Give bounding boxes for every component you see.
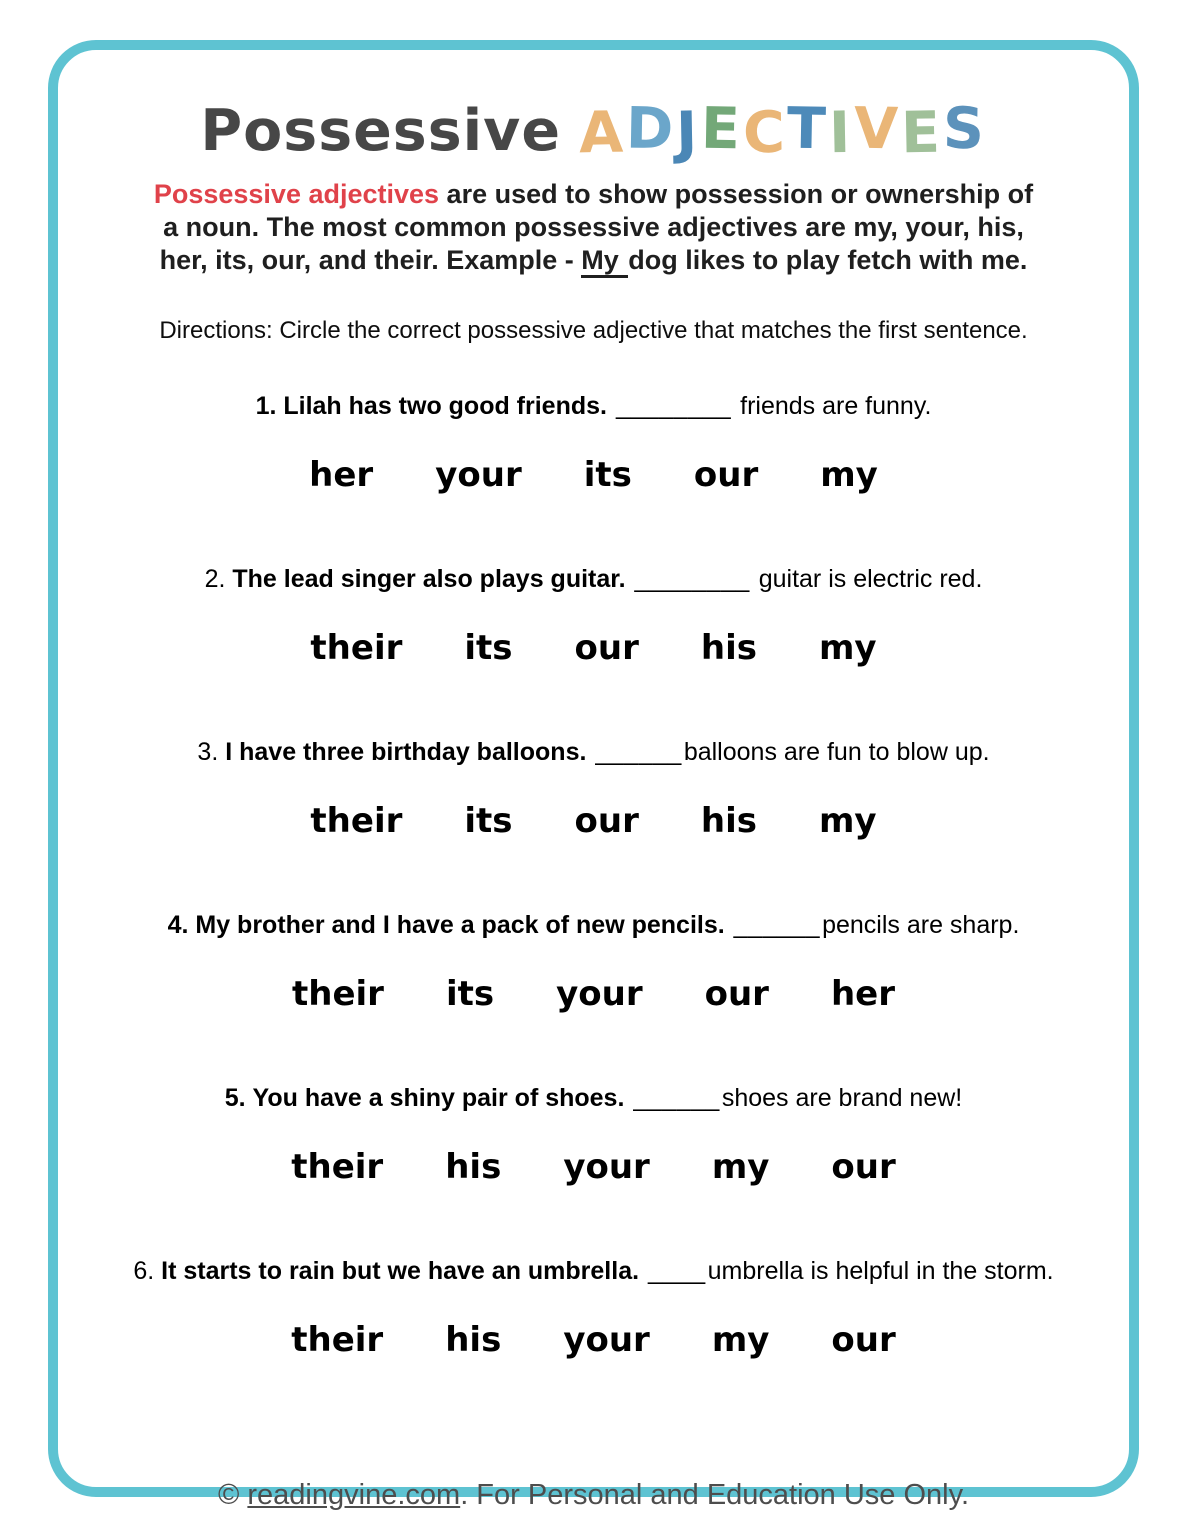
title-letter: T: [786, 95, 830, 163]
choice-word[interactable]: her: [309, 455, 374, 495]
choice-word[interactable]: his: [445, 1147, 502, 1187]
choices-row: [291, 1146, 896, 1188]
question-after-text: balloons are fun to blow up.: [683, 738, 990, 766]
title-letter: E: [900, 99, 944, 167]
choice-word[interactable]: its: [464, 628, 513, 668]
question-number: 4.: [167, 911, 196, 939]
title-letter: S: [942, 95, 988, 163]
choice-word[interactable]: his: [445, 1320, 502, 1360]
title-letter: E: [700, 95, 744, 163]
choice-word[interactable]: his: [700, 628, 757, 668]
question-line: [225, 1083, 963, 1113]
question-blank: ________: [615, 392, 732, 420]
intro-paragraph: [154, 178, 1033, 277]
intro-line-1: [154, 178, 1033, 211]
choice-word[interactable]: their: [292, 974, 384, 1014]
question-number: 3.: [197, 738, 226, 766]
choice-word[interactable]: their: [291, 1320, 384, 1360]
intro-accent-text: Possessive adjectives: [153, 179, 440, 209]
choice-word[interactable]: her: [830, 974, 895, 1014]
question-line: [205, 564, 983, 594]
question-after-text: shoes are brand new!: [721, 1084, 963, 1112]
readingvine-link[interactable]: readingvine.com: [247, 1479, 461, 1511]
question-item: [58, 1256, 1129, 1361]
question-item: [58, 1083, 1129, 1188]
question-line: [256, 391, 932, 421]
question-item: [58, 391, 1129, 496]
question-line: [197, 737, 989, 767]
choice-word[interactable]: your: [563, 1147, 650, 1187]
directions-text: Directions: Circle the correct possessive adjective that matches the first sentence.: [159, 317, 1028, 344]
intro-line-1-rest: are used to show possession or ownership of: [439, 179, 1034, 209]
choice-word[interactable]: their: [310, 628, 403, 668]
title-letter: I: [828, 99, 855, 167]
title-letter: V: [852, 95, 902, 163]
intro-line-2: a noun. The most common possessive adjectives are my, your, his,: [163, 212, 1024, 242]
choice-word[interactable]: my: [818, 628, 877, 668]
page-title: [200, 96, 986, 166]
question-blank: ________: [634, 565, 750, 593]
choices-row: [310, 800, 876, 842]
question-prompt: I have three birthday balloons.: [225, 738, 587, 766]
intro-line-3-post: dog likes to play fetch with me.: [628, 245, 1028, 275]
footer-suffix: . For Personal and Education Use Only.: [460, 1479, 970, 1511]
question-blank: ______: [733, 911, 821, 939]
choice-word[interactable]: their: [291, 1147, 384, 1187]
choice-word[interactable]: their: [310, 801, 403, 841]
title-letter: C: [742, 99, 789, 167]
question-number: 5.: [224, 1084, 253, 1112]
choice-word[interactable]: my: [711, 1320, 770, 1360]
question-number: 1.: [255, 392, 284, 420]
question-item: [58, 564, 1129, 669]
choices-row: [292, 973, 895, 1015]
choice-word[interactable]: my: [818, 801, 877, 841]
title-word-adjectives: [578, 95, 988, 167]
question-number: 2.: [204, 565, 233, 593]
choice-word[interactable]: its: [583, 455, 632, 495]
intro-underlined-example: My: [581, 245, 628, 278]
question-after-text: friends are funny.: [733, 392, 932, 420]
choice-word[interactable]: its: [464, 801, 513, 841]
question-line: [133, 1256, 1053, 1286]
question-prompt: My brother and I have a pack of new pencils.: [195, 911, 725, 939]
choice-word[interactable]: your: [435, 455, 522, 495]
choice-word[interactable]: our: [574, 628, 639, 668]
question-blank: ______: [633, 1084, 720, 1112]
question-prompt: Lilah has two good friends.: [283, 392, 607, 420]
intro-line-3-pre: her, its, our, and their. Example -: [159, 245, 582, 275]
title-word-possessive: Possessive: [200, 98, 561, 164]
question-blank: ____: [648, 1257, 706, 1285]
choice-word[interactable]: our: [704, 974, 769, 1014]
question-line: [168, 910, 1020, 940]
question-prompt: You have a shiny pair of shoes.: [252, 1084, 625, 1112]
question-item: [58, 737, 1129, 842]
choice-word[interactable]: our: [831, 1320, 896, 1360]
title-letter: J: [675, 99, 702, 167]
choices-row: [291, 1319, 896, 1361]
footer: [218, 1479, 969, 1512]
choices-row: [309, 454, 878, 496]
question-after-text: pencils are sharp.: [822, 911, 1020, 939]
question-after-text: umbrella is helpful in the storm.: [707, 1257, 1054, 1285]
choice-word[interactable]: its: [445, 974, 495, 1014]
choice-word[interactable]: my: [711, 1147, 770, 1187]
question-prompt: It starts to rain but we have an umbrella.: [161, 1257, 640, 1285]
choice-word[interactable]: our: [693, 455, 759, 495]
title-letter: A: [578, 99, 627, 167]
choices-row: [310, 627, 876, 669]
questions: [58, 391, 1129, 1429]
page-content: [58, 50, 1129, 1511]
question-item: [58, 910, 1129, 1015]
question-blank: ______: [595, 738, 682, 766]
choice-word[interactable]: our: [831, 1147, 896, 1187]
choice-word[interactable]: your: [556, 974, 643, 1014]
choice-word[interactable]: your: [563, 1320, 650, 1360]
choice-word[interactable]: my: [820, 455, 878, 495]
title-letter: D: [625, 95, 678, 163]
question-after-text: guitar is electric red.: [751, 565, 983, 593]
choice-word[interactable]: his: [700, 801, 757, 841]
question-prompt: The lead singer also plays guitar.: [232, 565, 626, 593]
intro-line-3: [154, 244, 1033, 277]
choice-word[interactable]: our: [574, 801, 639, 841]
question-number: 6.: [133, 1257, 162, 1285]
copyright-symbol: ©: [217, 1479, 248, 1511]
